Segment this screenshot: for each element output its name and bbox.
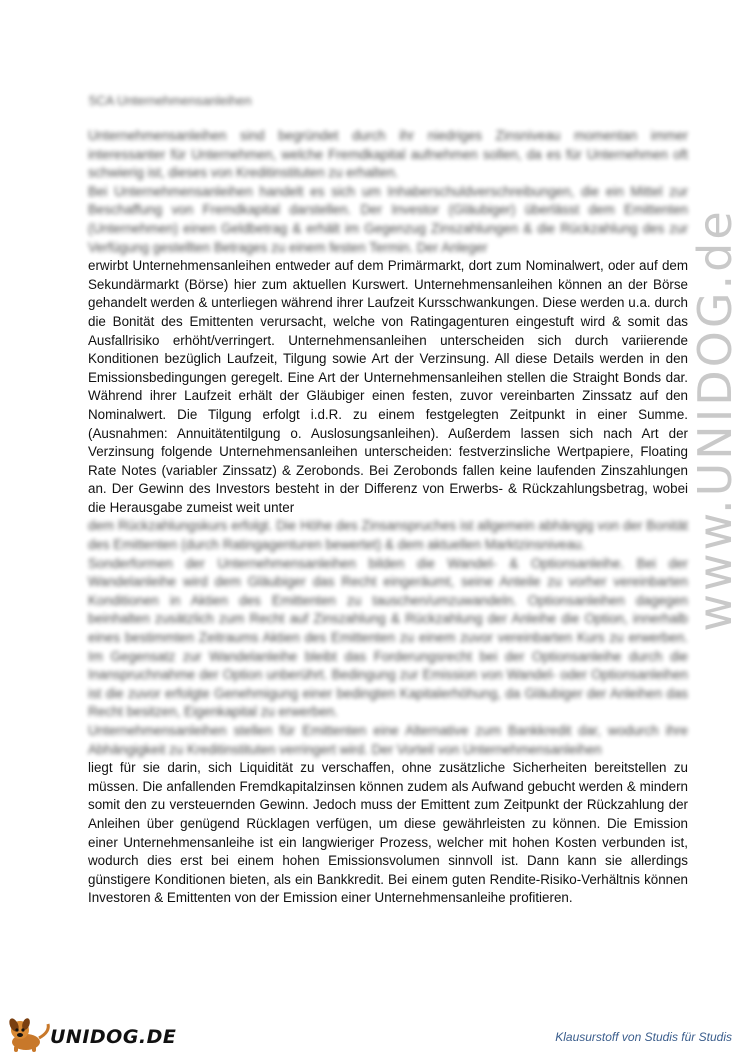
paragraph-blurred-4: Sonderformen der Unternehmensanleihen bilden die Wandel- & Optionsanleihe. Bei der Wandelanleihe wird dem Gläubiger das Recht eingeräumt, seine Anteile zu vorher vereinbarten Konditionen in Aktien des Emittenten zu tauschen/umzuwandeln. Optionsanleihen dagegen beinhalten zusätzlich zum Recht auf Zinszahlung & Rückzahlung der Anleihe die Option, innerhalb eines bestimmten Zeitraums Aktien des Emittenten zu einem zuvor vereinbarten Kurs zu erwerben. Im Gegensatz zur Wandelanleihe bleibt das Forderungsrecht bei der Optionsanleihe durch die Inanspruchnahme der Option unberührt. Bedingung zur Emission von Wandel- oder Optionsanleihen ist die zuvor erfolgte Genehmigung einer bedingten Kapitalerhöhung, da Gläubiger der Anleihen das Recht besitzen, Eigenkapital zu erwerben.	[88, 555, 688, 720]
document-heading: 5CA Unternehmensanleihen	[89, 93, 252, 108]
paragraph-visible-middle: erwirbt Unternehmensanleihen entweder auf dem Primärmarkt, dort zum Nominalwert, oder auf dem Sekundärmarkt (Börse) hier zum aktuellen Kurswert. Unternehmensanleihen können an der Börse gehandelt werden & unterliegen während ihrer Laufzeit Kursschwankungen. Diese werden u.a. durch die Bonität des Emittenten verursacht, welche von Ratingagenturen eingestuft wird & somit das Ausfallrisiko erhöht/verringert. Unternehmensanleihen unterscheiden sich durch variierende Konditionen bezüglich Laufzeit, Tilgung sowie Art der Verzinsung. All diese Details werden in den Emissionsbedingungen geregelt. Eine Art der Unternehmensanleihen stellen die Straight Bonds dar. Während ihrer Laufzeit erhält der Gläubiger einen festen, zuvor vereinbarten Zinssatz auf den Nominalwert. Die Tilgung erfolgt i.d.R. zu einem festgelegten Zeitpunkt in einer Summe. (Ausnahmen: Annuitätentilgung o. Auslosungsanleihen). Außerdem lassen sich nach Art der Verzinsung folgende Unternehmensanleihen unterscheiden: festverzinsliche Wertpapiere, Floating Rate Notes (variabler Zinssatz) & Zerobonds. Bei Zerobonds fallen keine laufenden Zinszahlungen an. Der Gewinn des Investors besteht in der Differenz von Erwerbs- & Rückzahlungsbetrag, wobei die Herausgabe zumeist weit unter	[88, 258, 688, 515]
dog-logo-icon	[4, 1016, 56, 1054]
paragraph-visible-bottom: liegt für sie darin, sich Liquidität zu verschaffen, ohne zusätzliche Sicherheiten bereitstellen zu müssen. Die anfallenden Fremdkapitalzinsen können zudem als Aufwand gebucht werden & mindern somit den zu versteuernden Gewinn. Jedoch muss der Emittent zum Zeitpunkt der Rückzahlung der Anleihen über genügend Rücklagen verfügen, um diese gewährleisten zu können. Die Emission einer Unternehmensanleihe ist ein langwieriger Prozess, welcher mit hohen Kosten verbunden ist, wodurch dies erst bei einem hohen Emissionsvolumen sinnvoll ist. Dann kann sie allerdings günstigere Konditionen bieten, als ein Bankkredit. Bei einem guten Rendite-Risiko-Verhältnis können Investoren & Emittenten von der Emission einer Unternehmensanleihe profitieren.	[88, 760, 688, 906]
unidog-logo	[0, 1018, 177, 1054]
footer-tagline: Klausurstoff von Studis für Studis	[555, 1030, 732, 1044]
paragraph-blurred-1: Unternehmensanleihen sind begründet durch ihr niedriges Zinsniveau momentan immer interessanter für Unternehmen, welche Fremdkapital aufnehmen sollen, da es für Unternehmen oft schwierig ist, dieses von Kreditinstituten zu erhalten.	[88, 128, 688, 181]
paragraph-blurred-5: Unternehmensanleihen stellen für Emittenten eine Alternative zum Bankkredit dar, wodurch ihre Abhängigkeit zu Kreditinstituten verringert wird. Der Vorteil von Unternehmensanleihen	[88, 723, 688, 757]
paragraph-blurred-2: Bei Unternehmensanleihen handelt es sich um Inhaberschuldverschreibungen, die ein Mittel zur Beschaffung von Fremdkapital darstellen. Der Investor (Gläubiger) überlässt dem Emittenten (Unternehmen) einen Geldbetrag & erhält im Gegenzug Zinszahlungen & die Rückzahlung des zur Verfügung gestellten Betrages zu einem festen Termin. Der Anleger	[88, 183, 688, 255]
paragraph-blurred-3: dem Rückzahlungskurs erfolgt. Die Höhe des Zinsanspruches ist allgemein abhängig von der Bonität des Emittenten (durch Ratingagenturen bewertet) & dem aktuellen Marktzinsniveau.	[88, 518, 688, 553]
logo-text: UNIDOG.DE	[50, 1026, 177, 1048]
document-body	[88, 127, 688, 908]
watermark-text: www.UNIDOG.de	[688, 208, 742, 632]
